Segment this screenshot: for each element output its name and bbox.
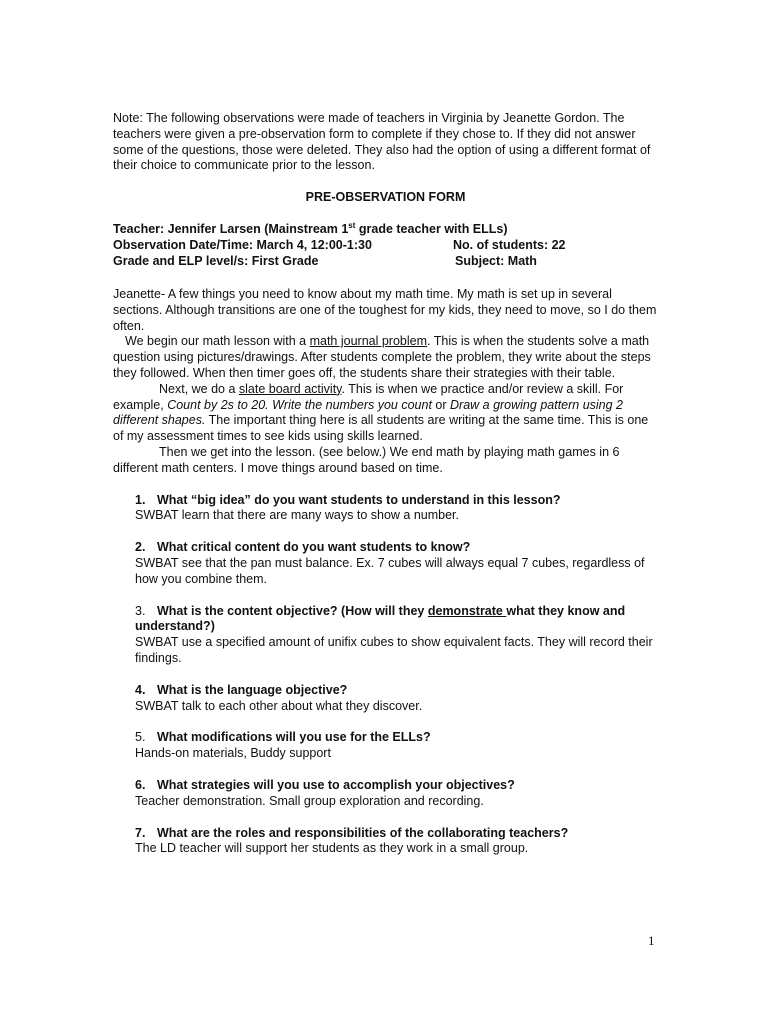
teacher-intro [113,287,658,477]
question-item: 2. What critical content do you want students to know? SWBAT see that the pan must balance. Ex. 7 cubes will always equal 7 cubes, regardless of how you combine them. [135,540,658,587]
intro-paragraph-4: Then we get into the lesson. (see below.) We end math by playing math games in 6 different math centers. I move things around based on time. [113,444,620,475]
teacher-text: Teacher: Jennifer Larsen (Mainstream 1 [113,221,349,236]
teacher-line [113,222,658,238]
intro-paragraph-2: We begin our math lesson with a math journal problem. This is when the students solve a math question using pictures/drawings. After students complete the problem, they write about the steps they followed. When then timer goes off, the students share their strategies with their table. [113,334,651,380]
intro-paragraph-1: Jeanette- A few things you need to know about my math time. My math is set up in several sections. Although transitions are one of the toughest for my kids, they need to move, so I do them often. [113,286,657,333]
question-text: What modifications will you use for the ELLs? [157,730,431,745]
answer-text: SWBAT see that the pan must balance. Ex. 7 cubes will always equal 7 cubes, regardless of how you combine them. [135,555,645,586]
document-page [113,111,658,857]
question-text: What is the language objective? [157,682,348,697]
question-item: 1. What “big idea” do you want students to understand in this lesson? SWBAT learn that there are many ways to show a number. [135,493,658,525]
page-number: 1 [648,933,655,948]
slate-board-term: slate board activity [238,381,342,396]
question-item: 3. What is the content objective? (How will they demonstrate what they know and understand?) SWBAT use a specified amount of unifix cubes to show equivalent facts. They will record their findings. [135,604,658,667]
answer-text: SWBAT talk to each other about what they discover. [135,698,423,713]
question-text: What strategies will you use to accomplish your objectives? [157,777,515,792]
answer-text: Teacher demonstration. Small group exploration and recording. [135,793,484,808]
question-text: What “big idea” do you want students to understand in this lesson? [157,492,561,507]
intro-paragraph-3: Next, we do a slate board activity. This is when we practice and/or review a skill. For example, Count by 2s to 20. Write the numbers you count or Draw a growing pattern using 2 different shapes. The important thing here is all students are writing at the same time. This is one of my assessment times to see kids using skills learned. [113,381,649,444]
math-journal-term: math journal problem [309,334,428,349]
form-title: PRE-OBSERVATION FORM [305,190,466,205]
grade-line [113,254,658,270]
teacher-ordinal: st [348,220,356,230]
answer-text: The LD teacher will support her students as they work in a small group. [135,841,529,856]
grade-level: Grade and ELP level/s: First Grade [113,253,319,268]
question-item: 5. What modifications will you use for the ELLs? Hands-on materials, Buddy support [135,730,658,762]
question-text: What is the content objective? (How will they demonstrate what they know and understand?) [135,603,626,634]
teacher-text-end: grade teacher with ELLs) [355,221,508,236]
question-text: What are the roles and responsibilities of the collaborating teachers? [157,825,569,840]
subject: Subject: Math [455,253,537,268]
intro-note: Note: The following observations were made of teachers in Virginia by Jeanette Gordon. The teachers were given a pre-observation form to complete if they chose to. If they did not answer some of the questions, those were deleted. They also had the option of using a different format of their choice to communicate prior to the lesson. [113,111,651,173]
question-item: 7. What are the roles and responsibilities of the collaborating teachers? The LD teacher will support her students as they work in a small group. [135,826,658,858]
answer-text: SWBAT use a specified amount of unifix cubes to show equivalent facts. They will record their findings. [135,635,653,665]
question-text: What critical content do you want students to know? [157,540,471,555]
student-count: No. of students: 22 [453,237,566,252]
answer-text: SWBAT learn that there are many ways to show a number. [135,508,459,523]
observation-date: Observation Date/Time: March 4, 12:00-1:30 [113,237,372,252]
observation-line [113,238,658,254]
answer-text: Hands-on materials, Buddy support [135,746,331,761]
question-item: 6. What strategies will you use to accomplish your objectives? Teacher demonstration. Small group exploration and recording. [135,778,658,810]
question-item: 4. What is the language objective? SWBAT talk to each other about what they discover. [135,683,658,715]
